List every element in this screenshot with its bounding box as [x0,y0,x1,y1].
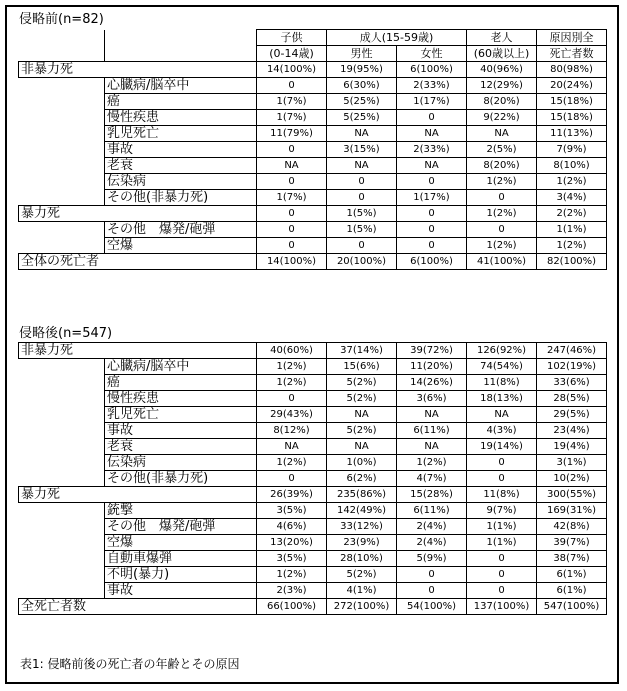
value-cell: 28(10%) [327,551,397,567]
indent-cell [19,567,105,583]
header-blank [19,46,105,62]
category-label: 非暴力死 [19,343,257,359]
value-cell: 0 [257,222,327,238]
value-cell: 1(2%) [257,375,327,391]
header-male: 男性 [327,46,397,62]
value-cell: 137(100%) [467,599,537,615]
value-cell: 10(2%) [537,471,607,487]
value-cell: 0 [327,190,397,206]
value-cell: 4(1%) [327,583,397,599]
value-cell: 6(100%) [397,254,467,270]
value-cell: 15(28%) [397,487,467,503]
value-cell: NA [327,439,397,455]
header-blank [19,30,105,46]
value-cell: 0 [397,174,467,190]
value-cell: 102(19%) [537,359,607,375]
indent-cell [19,391,105,407]
value-cell: 0 [397,567,467,583]
table-row [19,62,607,78]
value-cell: 3(15%) [327,142,397,158]
value-cell: NA [467,126,537,142]
value-cell: 1(7%) [257,190,327,206]
value-cell: 0 [397,110,467,126]
value-cell: 15(18%) [537,110,607,126]
value-cell: 3(6%) [397,391,467,407]
value-cell: 1(17%) [397,94,467,110]
value-cell: 6(11%) [397,503,467,519]
value-cell: 8(20%) [467,158,537,174]
value-cell: 272(100%) [327,599,397,615]
value-cell: 14(26%) [397,375,467,391]
value-cell: 0 [397,206,467,222]
indent-cell [19,110,105,126]
cause-label: 乳児死亡 [105,126,257,142]
value-cell: 0 [397,222,467,238]
indent-cell [19,222,105,238]
cause-label: 不明(暴力) [105,567,257,583]
cause-label: その他 爆発/砲弾 [105,519,257,535]
total-label: 全死亡者数 [19,599,257,615]
value-cell: 13(20%) [257,535,327,551]
cause-label: 老衰 [105,439,257,455]
cause-label: 乳児死亡 [105,407,257,423]
value-cell: 15(18%) [537,94,607,110]
indent-cell [19,238,105,254]
value-cell: 2(33%) [397,142,467,158]
value-cell: 5(2%) [327,375,397,391]
value-cell: 3(5%) [257,503,327,519]
value-cell: 11(79%) [257,126,327,142]
cause-label: 事故 [105,142,257,158]
value-cell: 9(7%) [467,503,537,519]
table-row [19,126,607,142]
value-cell: 54(100%) [397,599,467,615]
header-total-line2: 死亡者数 [537,46,607,62]
value-cell: NA [327,158,397,174]
value-cell: 2(4%) [397,519,467,535]
value-cell: 23(4%) [537,423,607,439]
table-row [19,535,607,551]
value-cell: 1(7%) [257,110,327,126]
value-cell: NA [397,407,467,423]
table-row [19,174,607,190]
table-row [19,455,607,471]
table-row [19,391,607,407]
table-row [19,78,607,94]
cause-label: 伝染病 [105,174,257,190]
header-child: 子供 [257,30,327,46]
value-cell: 39(72%) [397,343,467,359]
value-cell: 82(100%) [537,254,607,270]
value-cell: NA [257,439,327,455]
value-cell: 11(13%) [537,126,607,142]
value-cell: NA [327,407,397,423]
value-cell: 300(55%) [537,487,607,503]
value-cell: 1(2%) [537,238,607,254]
value-cell: 235(86%) [327,487,397,503]
category-label: 暴力死 [19,206,257,222]
indent-cell [19,94,105,110]
value-cell: 0 [467,455,537,471]
table-row [19,142,607,158]
value-cell: 11(8%) [467,375,537,391]
before-section-title: 侵略前(n=82) [19,12,104,27]
header-adult: 成人(15-59歳) [327,30,467,46]
table-row [19,503,607,519]
cause-label: 慢性疾患 [105,110,257,126]
value-cell: 3(5%) [257,551,327,567]
header-child-age: (0-14歳) [257,46,327,62]
table-row [19,94,607,110]
cause-label: 自動車爆弾 [105,551,257,567]
value-cell: 0 [397,583,467,599]
value-cell: 74(54%) [467,359,537,375]
cause-label: 空爆 [105,535,257,551]
value-cell: 2(3%) [257,583,327,599]
table-row [19,551,607,567]
value-cell: 1(1%) [467,535,537,551]
value-cell: 1(2%) [537,174,607,190]
table-row [19,407,607,423]
header-blank [105,30,257,46]
value-cell: 4(6%) [257,519,327,535]
value-cell: 41(100%) [467,254,537,270]
indent-cell [19,535,105,551]
value-cell: 5(2%) [327,423,397,439]
value-cell: 0 [467,583,537,599]
value-cell: 5(9%) [397,551,467,567]
value-cell: NA [467,407,537,423]
value-cell: NA [327,126,397,142]
value-cell: 1(2%) [257,359,327,375]
value-cell: 20(24%) [537,78,607,94]
value-cell: 0 [257,471,327,487]
value-cell: 1(5%) [327,222,397,238]
value-cell: 29(43%) [257,407,327,423]
value-cell: 28(5%) [537,391,607,407]
table-row [19,110,607,126]
value-cell: 9(22%) [467,110,537,126]
indent-cell [19,407,105,423]
value-cell: 3(4%) [537,190,607,206]
value-cell: NA [397,158,467,174]
cause-label: 心臓病/脳卒中 [105,359,257,375]
indent-cell [19,375,105,391]
value-cell: 3(1%) [537,455,607,471]
table-row [19,206,607,222]
value-cell: 0 [467,551,537,567]
header-blank [105,46,257,62]
value-cell: 126(92%) [467,343,537,359]
value-cell: NA [397,126,467,142]
value-cell: NA [397,439,467,455]
value-cell: 11(20%) [397,359,467,375]
indent-cell [19,174,105,190]
value-cell: 33(12%) [327,519,397,535]
value-cell: 19(14%) [467,439,537,455]
table-row [19,254,607,270]
value-cell: NA [257,158,327,174]
value-cell: 2(2%) [537,206,607,222]
before-invasion-table [18,29,607,270]
value-cell: 0 [467,471,537,487]
value-cell: 1(5%) [327,206,397,222]
table-row [19,222,607,238]
value-cell: 18(13%) [467,391,537,407]
value-cell: 142(49%) [327,503,397,519]
value-cell: 0 [327,174,397,190]
table-row [19,567,607,583]
value-cell: 1(2%) [467,206,537,222]
after-invasion-table [18,342,607,615]
value-cell: 1(2%) [257,567,327,583]
value-cell: 1(2%) [467,174,537,190]
cause-label: 老衰 [105,158,257,174]
cause-label: 銃撃 [105,503,257,519]
value-cell: 4(7%) [397,471,467,487]
value-cell: 19(95%) [327,62,397,78]
indent-cell [19,471,105,487]
value-cell: 0 [257,206,327,222]
indent-cell [19,158,105,174]
cause-label: 事故 [105,583,257,599]
indent-cell [19,455,105,471]
value-cell: 7(9%) [537,142,607,158]
table-row [19,471,607,487]
header-total-line1: 原因別全 [537,30,607,46]
cause-label: 空爆 [105,238,257,254]
after-section-title: 侵略後(n=547) [19,326,113,341]
value-cell: 6(2%) [327,471,397,487]
header-elder: 老人 [467,30,537,46]
table-row [19,583,607,599]
value-cell: 1(17%) [397,190,467,206]
indent-cell [19,78,105,94]
value-cell: 80(98%) [537,62,607,78]
cause-label: その他 爆発/砲弾 [105,222,257,238]
value-cell: 37(14%) [327,343,397,359]
cause-label: 癌 [105,375,257,391]
value-cell: 4(3%) [467,423,537,439]
cause-label: 癌 [105,94,257,110]
value-cell: 23(9%) [327,535,397,551]
value-cell: 39(7%) [537,535,607,551]
value-cell: 5(25%) [327,110,397,126]
value-cell: 247(46%) [537,343,607,359]
table-row [19,190,607,206]
table-row [19,375,607,391]
indent-cell [19,359,105,375]
value-cell: 38(7%) [537,551,607,567]
indent-cell [19,503,105,519]
value-cell: 1(7%) [257,94,327,110]
value-cell: 5(2%) [327,567,397,583]
table-row [19,238,607,254]
value-cell: 1(2%) [467,238,537,254]
value-cell: 6(1%) [537,567,607,583]
cause-label: 心臓病/脳卒中 [105,78,257,94]
table-row [19,487,607,503]
value-cell: 0 [467,190,537,206]
value-cell: 40(60%) [257,343,327,359]
value-cell: 14(100%) [257,254,327,270]
table-row [19,519,607,535]
value-cell: 14(100%) [257,62,327,78]
value-cell: 5(25%) [327,94,397,110]
value-cell: 15(6%) [327,359,397,375]
indent-cell [19,423,105,439]
indent-cell [19,519,105,535]
value-cell: 19(4%) [537,439,607,455]
table-caption: 表1: 侵略前後の死亡者の年齢とその原因 [20,657,240,671]
value-cell: 0 [467,567,537,583]
value-cell: 2(4%) [397,535,467,551]
indent-cell [19,126,105,142]
value-cell: 11(8%) [467,487,537,503]
value-cell: 66(100%) [257,599,327,615]
value-cell: 0 [327,238,397,254]
table-row [19,599,607,615]
header-female: 女性 [397,46,467,62]
category-label: 暴力死 [19,487,257,503]
value-cell: 0 [257,174,327,190]
value-cell: 6(30%) [327,78,397,94]
value-cell: 12(29%) [467,78,537,94]
table-row [19,359,607,375]
value-cell: 8(10%) [537,158,607,174]
table-row [19,439,607,455]
value-cell: 1(0%) [327,455,397,471]
cause-label: その他(非暴力死) [105,471,257,487]
value-cell: 0 [257,78,327,94]
value-cell: 0 [257,391,327,407]
cause-label: 事故 [105,423,257,439]
value-cell: 1(2%) [257,455,327,471]
indent-cell [19,142,105,158]
value-cell: 1(2%) [397,455,467,471]
cause-label: 慢性疾患 [105,391,257,407]
value-cell: 0 [397,238,467,254]
value-cell: 0 [257,238,327,254]
header-elder-age: (60歳以上) [467,46,537,62]
indent-cell [19,190,105,206]
value-cell: 5(2%) [327,391,397,407]
value-cell: 1(1%) [467,519,537,535]
value-cell: 6(1%) [537,583,607,599]
value-cell: 33(6%) [537,375,607,391]
indent-cell [19,551,105,567]
indent-cell [19,583,105,599]
value-cell: 1(1%) [537,222,607,238]
value-cell: 6(11%) [397,423,467,439]
value-cell: 169(31%) [537,503,607,519]
value-cell: 0 [467,222,537,238]
value-cell: 8(20%) [467,94,537,110]
value-cell: 40(96%) [467,62,537,78]
total-label: 全体の死亡者 [19,254,257,270]
indent-cell [19,439,105,455]
value-cell: 42(8%) [537,519,607,535]
cause-label: その他(非暴力死) [105,190,257,206]
cause-label: 伝染病 [105,455,257,471]
value-cell: 2(33%) [397,78,467,94]
value-cell: 6(100%) [397,62,467,78]
value-cell: 20(100%) [327,254,397,270]
table-row [19,158,607,174]
table-row [19,343,607,359]
value-cell: 0 [257,142,327,158]
value-cell: 547(100%) [537,599,607,615]
value-cell: 26(39%) [257,487,327,503]
value-cell: 29(5%) [537,407,607,423]
category-label: 非暴力死 [19,62,257,78]
value-cell: 8(12%) [257,423,327,439]
value-cell: 2(5%) [467,142,537,158]
table-row [19,423,607,439]
